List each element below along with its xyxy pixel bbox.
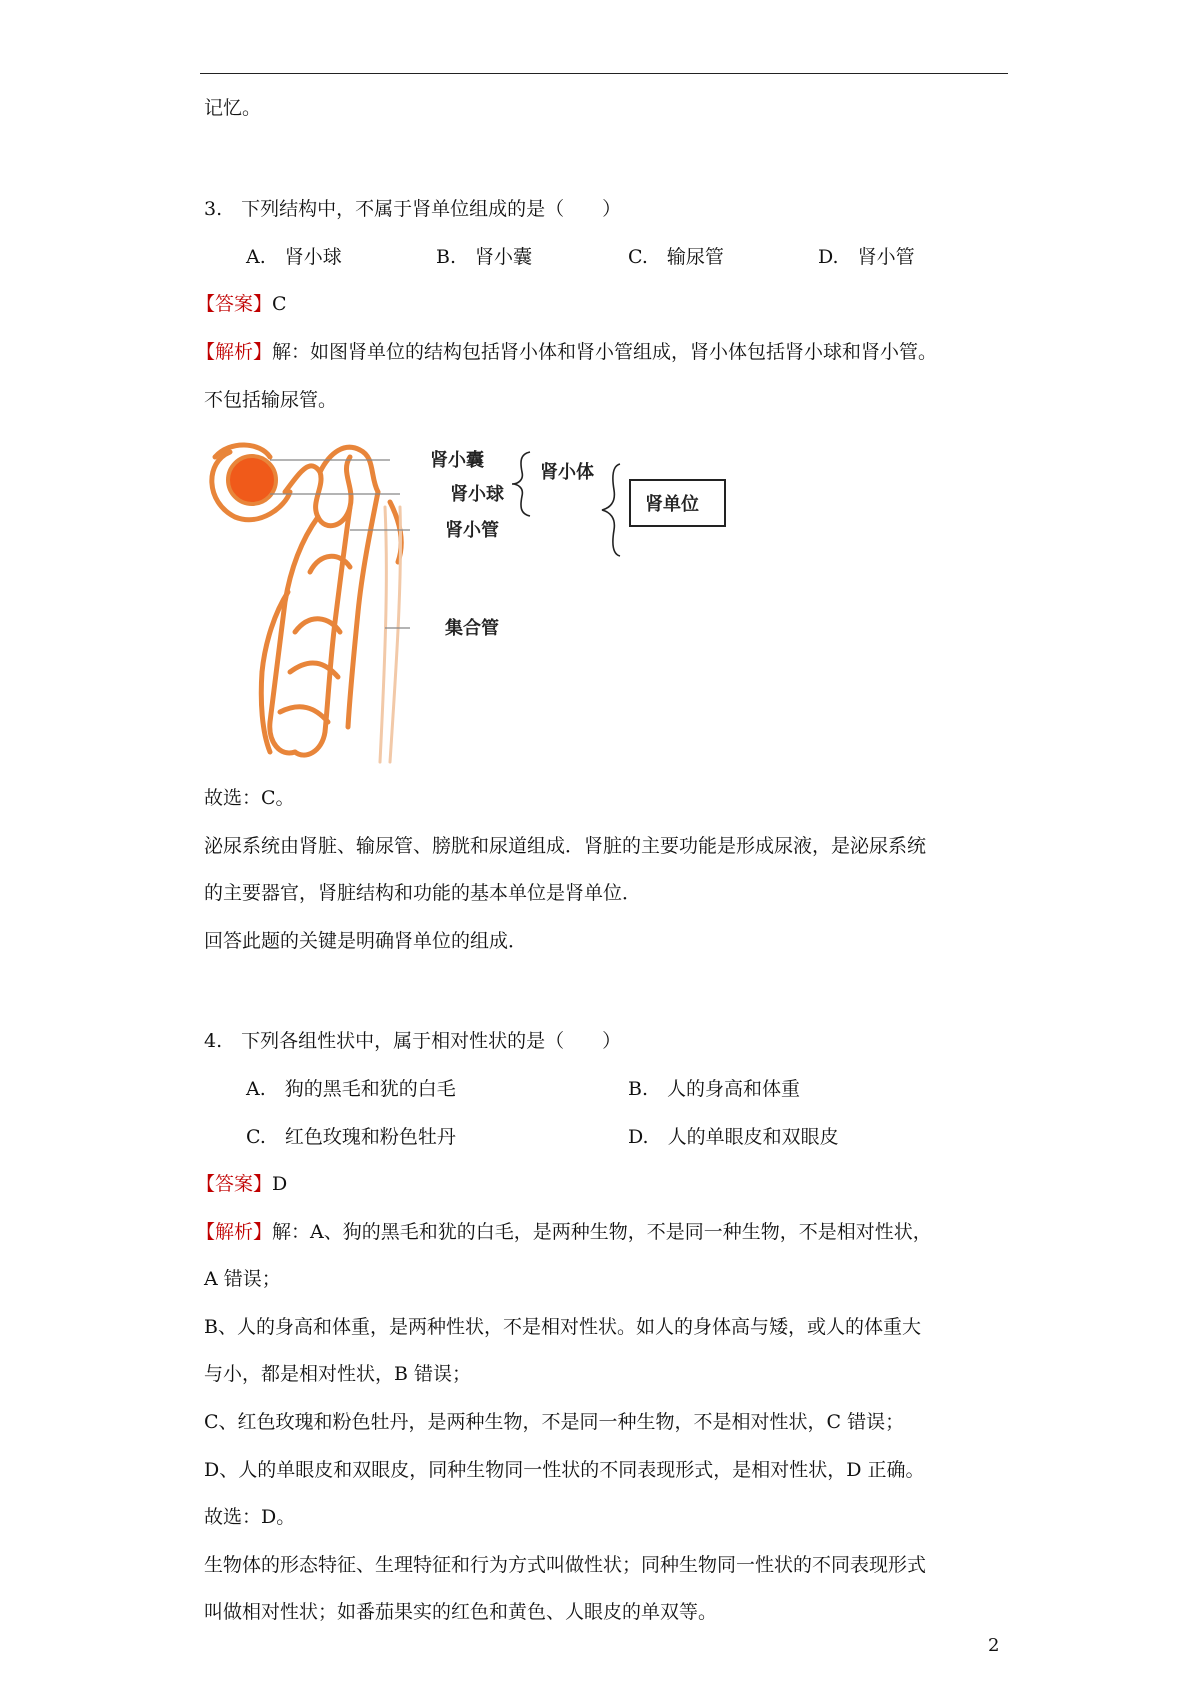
q3-note-3: 回答此题的关键是明确肾单位的组成．: [204, 930, 528, 952]
q3-option-d: D. 肾小管: [818, 246, 915, 268]
q3-analysis-tag: 【解析】: [196, 341, 273, 363]
label-renal-tubule: 肾小管: [445, 520, 499, 541]
q4-analysis-line-1: [196, 1220, 932, 1244]
q4-option-a: A. 狗的黑毛和犹的白毛: [246, 1078, 456, 1100]
label-nephron: 肾单位: [645, 494, 699, 515]
q4-analysis-text-5: C、红色玫瑰和粉色牡丹，是两种生物，不是同一种生物，不是相对性状，C 错误；: [204, 1411, 905, 1433]
q3-option-a: A. 肾小球: [246, 246, 342, 268]
q3-stem: 3. 下列结构中，不属于肾单位组成的是（ ）: [204, 198, 622, 220]
nephron-diagram: [200, 432, 740, 772]
q3-option-b: B. 肾小囊: [436, 246, 533, 268]
q4-analysis-text-2: A 错误；: [204, 1268, 281, 1290]
q3-note-1: 泌尿系统由肾脏、输尿管、膀胱和尿道组成．肾脏的主要功能是形成尿液，是泌尿系统: [204, 835, 927, 857]
q4-answer-line: [196, 1172, 287, 1196]
q3-analysis-text-1: 解：如图肾单位的结构包括肾小体和肾小管组成，肾小体包括肾小球和肾小管。: [272, 341, 938, 363]
q4-note-1: 生物体的形态特征、生理特征和行为方式叫做性状；同种生物同一性状的不同表现形式: [204, 1554, 927, 1576]
glomerulus-shape: [228, 456, 276, 504]
q3-answer-tag: 【答案】: [196, 293, 273, 315]
q4-analysis-text-1: 解：A、狗的黑毛和犹的白毛，是两种生物，不是同一种生物，不是相对性状，: [272, 1221, 932, 1243]
q3-answer-value: C: [272, 293, 287, 315]
q4-choose: 故选：D。: [204, 1506, 296, 1528]
q4-analysis-text-3: B、人的身高和体重，是两种性状，不是相对性状。如人的身体高与矮，或人的体重大: [204, 1316, 921, 1338]
previous-answer-tail: 记忆。: [204, 97, 262, 119]
label-glomerulus: 肾小球: [450, 484, 504, 505]
q3-analysis-text-2: 不包括输尿管。: [204, 389, 338, 411]
header-rule: [200, 73, 1008, 74]
q3-option-c: C. 输尿管: [628, 246, 724, 268]
q3-choose: 故选：C。: [204, 787, 295, 809]
capsule-glomerulus-brace: [512, 452, 530, 516]
q4-answer-tag: 【答案】: [196, 1173, 273, 1195]
label-renal-corpuscle: 肾小体: [540, 462, 594, 483]
label-renal-capsule: 肾小囊: [430, 450, 484, 471]
q3-analysis-line-1: [196, 340, 937, 364]
q4-option-c: C. 红色玫瑰和粉色牡丹: [246, 1126, 456, 1148]
q3-note-2: 的主要器官，肾脏结构和功能的基本单位是肾单位．: [204, 882, 642, 904]
q4-answer-value: D: [272, 1173, 288, 1195]
q4-option-d: D. 人的单眼皮和双眼皮: [628, 1126, 839, 1148]
q4-option-b: B. 人的身高和体重: [628, 1078, 801, 1100]
q3-answer-line: [196, 292, 287, 316]
q4-stem: 4. 下列各组性状中，属于相对性状的是（ ）: [204, 1030, 622, 1052]
q4-analysis-text-6: D、人的单眼皮和双眼皮，同种生物同一性状的不同表现形式，是相对性状，D 正确。: [204, 1459, 925, 1481]
collecting-duct: [380, 507, 401, 762]
label-collecting-duct: 集合管: [445, 618, 499, 639]
nephron-brace: [602, 464, 620, 556]
page-number: 2: [988, 1635, 1000, 1656]
q4-note-2: 叫做相对性状；如番茄果实的红色和黄色、人眼皮的单双等。: [204, 1601, 718, 1623]
q4-analysis-text-4: 与小，都是相对性状，B 错误；: [204, 1363, 472, 1385]
q4-analysis-tag: 【解析】: [196, 1221, 273, 1243]
